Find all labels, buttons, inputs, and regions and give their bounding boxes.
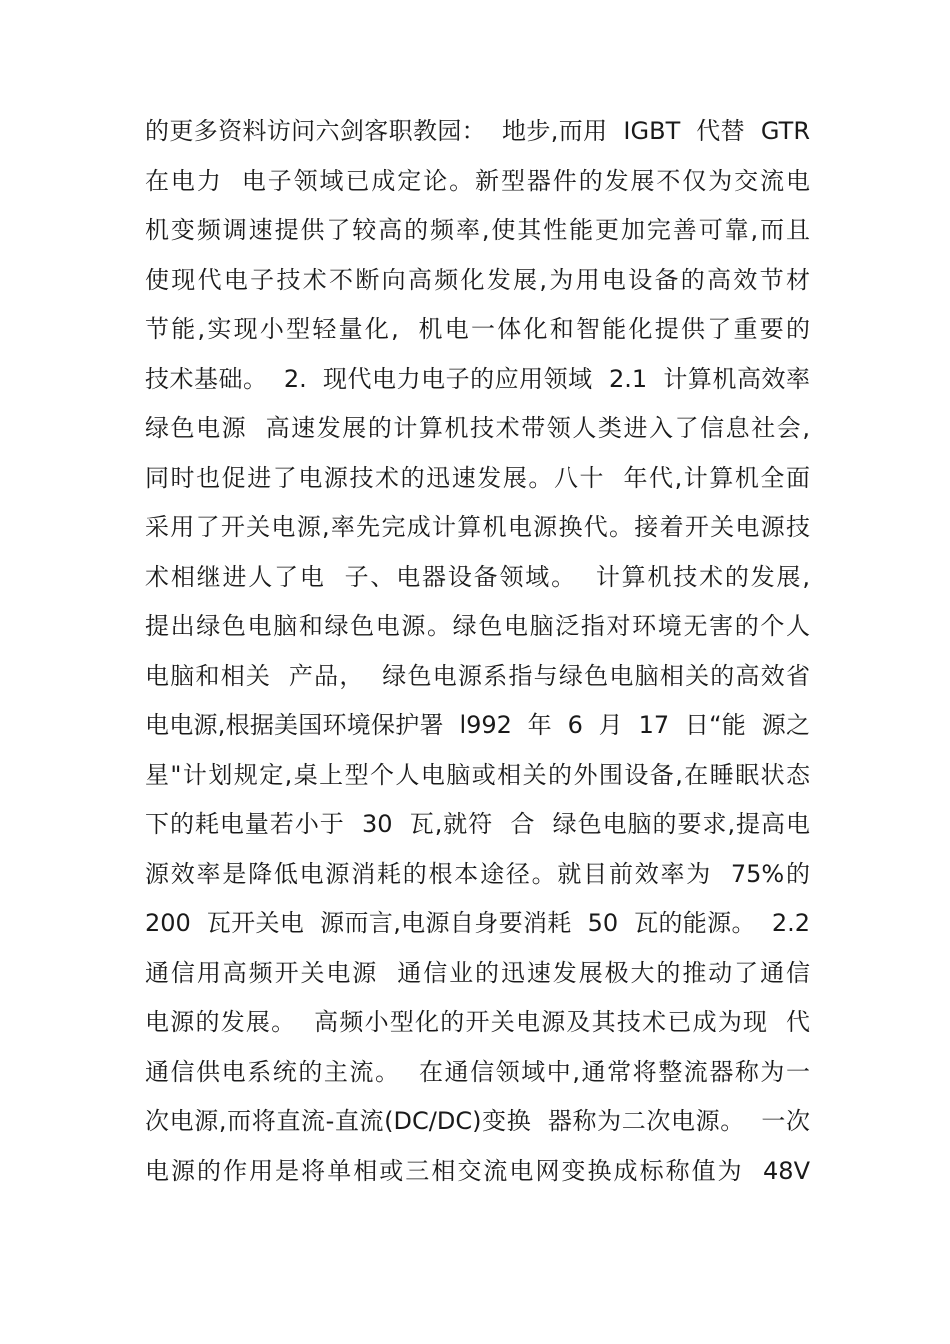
text-line: 电电源,根据美国环境保护署 l992 年 6 月 17 日“能 源之 (145, 711, 810, 739)
text-line: 节能,实现小型轻量化, 机电一体化和智能化提供了重要的 (145, 315, 810, 343)
text-line: 提出绿色电脑和绿色电源。绿色电脑泛指对环境无害的个人 (145, 612, 810, 640)
text-line: 绿色电源 高速发展的计算机技术带领人类进入了信息社会, (145, 414, 810, 442)
text-line: 在电力 电子领域已成定论。新型器件的发展不仅为交流电 (145, 166, 810, 195)
text-line: 通信用高频开关电源 通信业的迅速发展极大的推动了通信 (145, 958, 810, 987)
text-line: 机变频调速提供了较高的频率,使其性能更加完善可靠,而且 (145, 216, 810, 244)
body-text (145, 107, 810, 1196)
text-line: 术相继进人了电 子、电器设备领域。 计算机技术的发展, (145, 562, 810, 591)
text-line: 电源的发展。 高频小型化的开关电源及其技术已成为现 代 (145, 1008, 810, 1036)
text-line: 通信供电系统的主流。 在通信领域中,通常将整流器称为一 (145, 1057, 810, 1086)
text-line: 200 瓦开关电 源而言,电源自身要消耗 50 瓦的能源。 2.2 (145, 909, 810, 937)
text-line: 电源的作用是将单相或三相交流电网变换成标称值为 48V (145, 1156, 810, 1185)
text-line: 同时也促进了电源技术的迅速发展。八十 年代,计算机全面 (145, 463, 810, 492)
text-line: 技术基础。 2. 现代电力电子的应用领域 2.1 计算机高效率 (145, 364, 810, 393)
text-line: 次电源,而将直流-直流(DC/DC)变换 器称为二次电源。 一次 (145, 1107, 810, 1135)
text-line: 源效率是降低电源消耗的根本途径。就目前效率为 75%的 (145, 859, 810, 888)
text-line: 采用了开关电源,率先完成计算机电源换代。接着开关电源技 (145, 513, 810, 541)
text-line: 星"计划规定,桌上型个人电脑或相关的外围设备,在睡眠状态 (145, 760, 810, 789)
text-line: 的更多资料访问六剑客职教园： 地步,而用 IGBT 代替 GTR (145, 117, 810, 145)
text-line: 下的耗电量若小于 30 瓦,就符 合 绿色电脑的要求,提高电 (145, 810, 810, 838)
text-line: 电脑和相关 产品， 绿色电源系指与绿色电脑相关的高效省 (145, 661, 810, 690)
text-line: 使现代电子技术不断向高频化发展,为用电设备的高效节材 (145, 265, 810, 294)
